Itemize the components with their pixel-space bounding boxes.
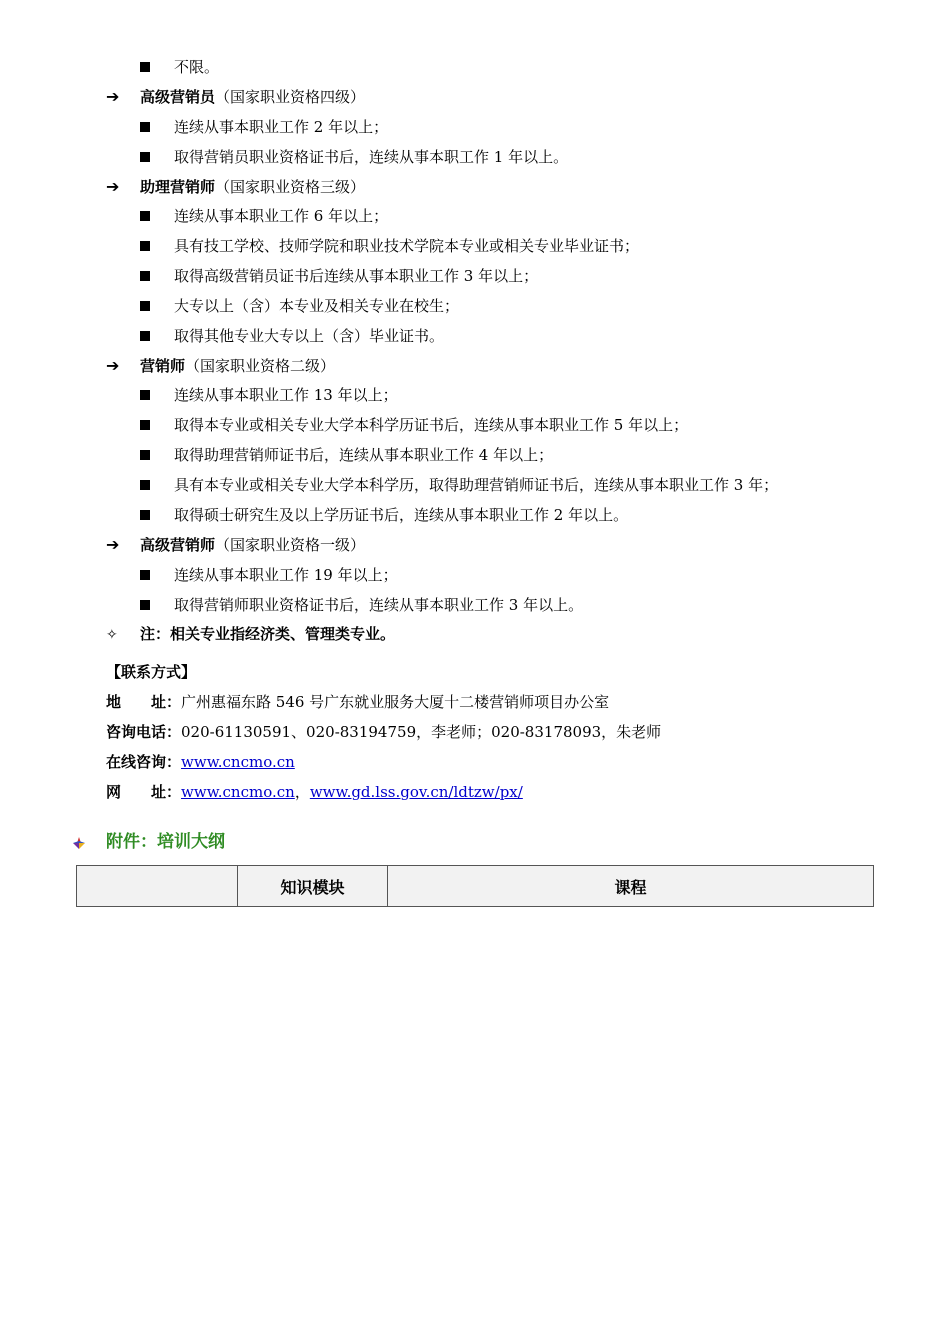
- arrow-right-icon: ➔: [106, 535, 120, 554]
- level-heading-senior-marketer: ➔ 高级营销师（国家职业资格一级）: [106, 530, 365, 560]
- arrow-right-icon: ➔: [106, 177, 120, 196]
- square-bullet-icon: [140, 321, 174, 351]
- bullet-item: 连续从事本职业工作 2 年以上；: [140, 112, 388, 142]
- bullet-item: 连续从事本职业工作 6 年以上；: [140, 201, 388, 231]
- bullet-item: 取得助理营销师证书后，连续从事本职业工作 4 年以上；: [140, 440, 553, 470]
- bullet-item: 具有技工学校、技师学院和职业技术学院本专业或相关专业毕业证书；: [140, 231, 639, 261]
- square-bullet-icon: [140, 470, 174, 500]
- bullet-item: 不限。: [140, 52, 219, 82]
- square-bullet-icon: [140, 261, 174, 291]
- column-header-course: 课程: [388, 866, 874, 907]
- website-link-cncmo[interactable]: www.cncmo.cn: [181, 783, 295, 801]
- square-bullet-icon: [140, 231, 174, 261]
- column-header-knowledge-module: 知识模块: [238, 866, 388, 907]
- square-bullet-icon: [140, 142, 174, 172]
- square-bullet-icon: [140, 52, 174, 82]
- website-link-gd-lss[interactable]: www.gd.lss.gov.cn/ldtzw/px/: [309, 783, 523, 801]
- colorful-bullet-icon: [72, 836, 86, 850]
- contact-address: 地 址：广州惠福东路 546 号广东就业服务大厦十二楼营销师项目办公室: [106, 693, 610, 711]
- square-bullet-icon: [140, 291, 174, 321]
- bullet-item: 取得其他专业大专以上（含）毕业证书。: [140, 321, 444, 351]
- sparkle-bullet-icon: ✧: [106, 627, 118, 643]
- square-bullet-icon: [140, 201, 174, 231]
- square-bullet-icon: [140, 112, 174, 142]
- square-bullet-icon: [140, 410, 174, 440]
- column-header-blank: [77, 866, 238, 907]
- bullet-item: 大专以上（含）本专业及相关专业在校生；: [140, 291, 459, 321]
- bullet-item: 取得营销员职业资格证书后，连续从事本职工作 1 年以上。: [140, 142, 568, 172]
- online-consult-link[interactable]: www.cncmo.cn: [181, 753, 295, 771]
- bullet-item: 取得高级营销员证书后连续从事本职业工作 3 年以上；: [140, 261, 538, 291]
- bullet-item: 取得硕士研究生及以上学历证书后，连续从事本职业工作 2 年以上。: [140, 500, 628, 530]
- note: ✧ 注：相关专业指经济类、管理类专业。: [106, 619, 395, 649]
- bullet-item: 取得本专业或相关专业大学本科学历证书后，连续从事本职业工作 5 年以上；: [140, 410, 688, 440]
- arrow-right-icon: ➔: [106, 87, 120, 106]
- level-heading-marketer: ➔ 营销师（国家职业资格二级）: [106, 351, 335, 381]
- square-bullet-icon: [140, 590, 174, 620]
- level-heading-senior-salesperson: ➔ 高级营销员（国家职业资格四级）: [106, 82, 365, 112]
- contact-phone: 咨询电话：020-61130591、020-83194759，李老师；020-83178093，朱老师: [106, 723, 662, 741]
- square-bullet-icon: [140, 560, 174, 590]
- bullet-item: 取得营销师职业资格证书后，连续从事本职业工作 3 年以上。: [140, 590, 583, 620]
- arrow-right-icon: ➔: [106, 356, 120, 375]
- level-heading-assistant-marketer: ➔ 助理营销师（国家职业资格三级）: [106, 172, 365, 202]
- bullet-item: 连续从事本职业工作 13 年以上；: [140, 380, 398, 410]
- contact-online: 在线咨询：www.cncmo.cn: [106, 753, 295, 771]
- contact-heading: 【联系方式】: [106, 663, 197, 681]
- square-bullet-icon: [140, 380, 174, 410]
- bullet-item: 具有本专业或相关专业大学本科学历，取得助理营销师证书后，连续从事本职业工作 3 年；: [140, 470, 778, 500]
- bullet-item: 连续从事本职业工作 19 年以上；: [140, 560, 398, 590]
- contact-website: 网 址：www.cncmo.cn，www.gd.lss.gov.cn/ldtzw/px/: [106, 783, 523, 801]
- table-header-row: [77, 866, 874, 907]
- square-bullet-icon: [140, 440, 174, 470]
- square-bullet-icon: [140, 500, 174, 530]
- training-outline-table: [76, 865, 874, 907]
- attachment-title: 附件：培训大纲: [106, 832, 225, 852]
